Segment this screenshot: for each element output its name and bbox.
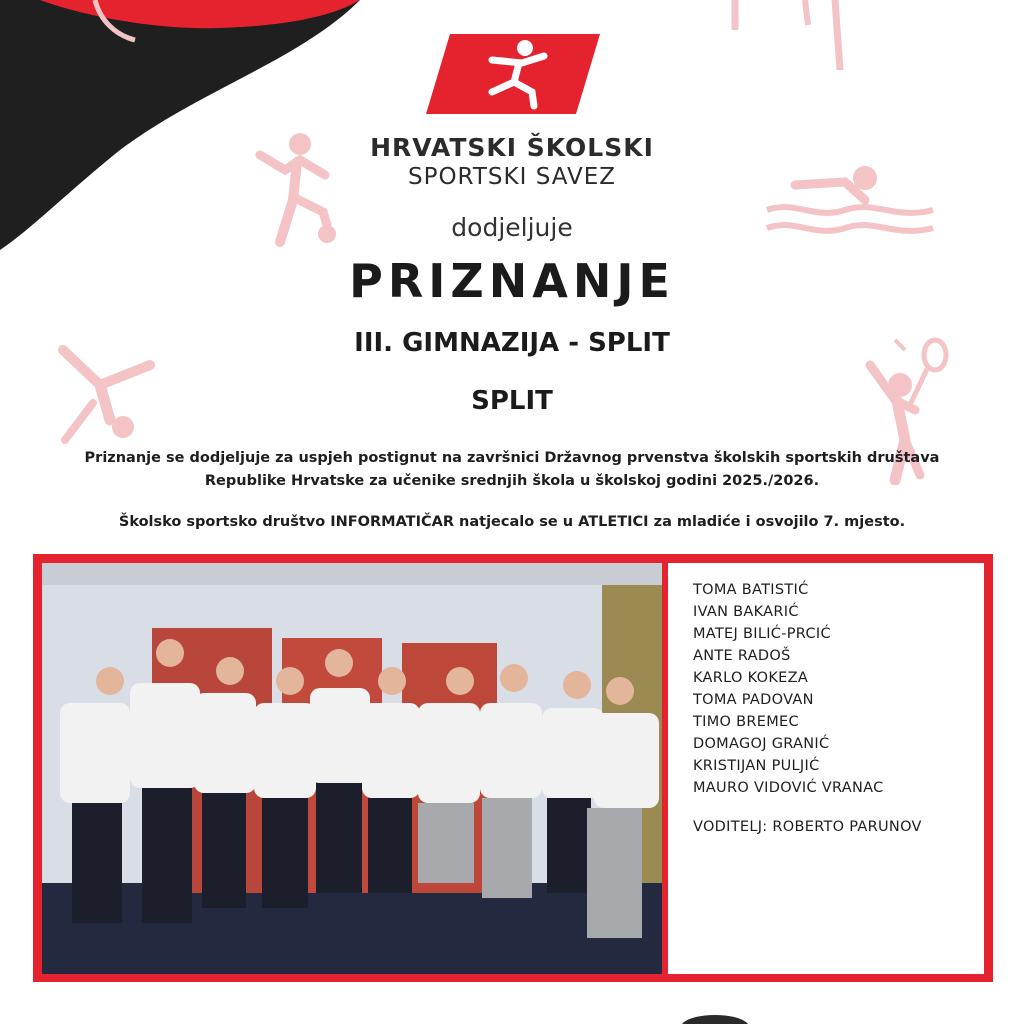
list-item: ANTE RADOŠ bbox=[693, 648, 791, 664]
bottom-emblem-icon bbox=[680, 1012, 750, 1024]
list-item: TOMA BATISTIĆ bbox=[693, 582, 809, 598]
description-line1: Priznanje se dodjeljuje za uspjeh postignut na završnici Državnog prvenstva školskih sportskih društava bbox=[84, 450, 940, 466]
city-name: SPLIT bbox=[471, 386, 553, 416]
list-item: MAURO VIDOVIĆ VRANAC bbox=[693, 780, 884, 796]
leader-name: ROBERTO PARUNOV bbox=[772, 819, 922, 835]
team-photo bbox=[42, 563, 662, 974]
list-item: TIMO BREMEC bbox=[693, 714, 799, 730]
list-item: MATEJ BILIĆ-PRCIĆ bbox=[693, 626, 831, 642]
awards-text: dodjeljuje bbox=[451, 213, 573, 242]
team-leader bbox=[693, 819, 922, 835]
school-name: III. GIMNAZIJA - SPLIT bbox=[354, 328, 670, 358]
member-list bbox=[668, 563, 984, 799]
list-item: DOMAGOJ GRANIĆ bbox=[693, 736, 830, 752]
runner-logo-icon bbox=[422, 30, 604, 116]
list-item: KRISTIJAN PULJIĆ bbox=[693, 758, 820, 774]
achievement-text: Školsko sportsko društvo INFORMATIČAR natjecalo se u ATLETICI za mladiće i osvojilo 7. mjesto. bbox=[118, 514, 906, 530]
team-roster bbox=[668, 563, 984, 974]
athletics-icon bbox=[730, 0, 850, 75]
team-frame bbox=[33, 554, 993, 982]
certificate-title: PRIZNANJE bbox=[349, 254, 675, 308]
organization-name-line2: SPORTSKI SAVEZ bbox=[407, 164, 617, 190]
list-item: IVAN BAKARIĆ bbox=[693, 604, 799, 620]
team-photo-illustration bbox=[42, 563, 662, 974]
description bbox=[0, 447, 1024, 493]
leader-label: VODITELJ: bbox=[693, 819, 768, 835]
list-item: TOMA PADOVAN bbox=[693, 692, 814, 708]
organization-name-line1: HRVATSKI ŠKOLSKI bbox=[370, 133, 654, 162]
description-line2: Republike Hrvatske za učenike srednjih škola u školskoj godini 2025./2026. bbox=[204, 473, 820, 489]
list-item: KARLO KOKEZA bbox=[693, 670, 809, 686]
